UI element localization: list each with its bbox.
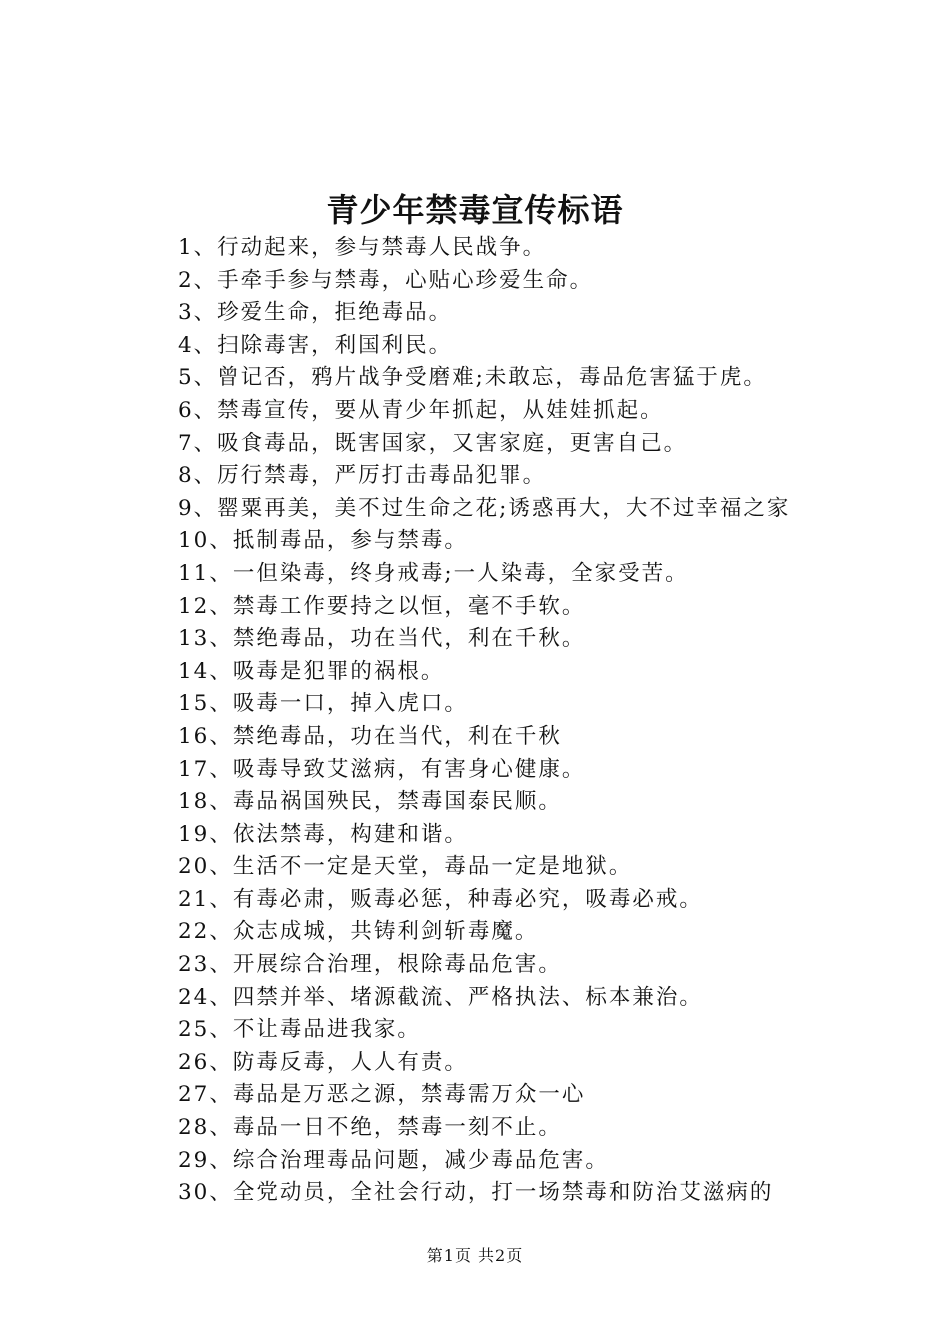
slogan-item: 8、厉行禁毒，严厉打击毒品犯罪。 — [178, 463, 547, 489]
slogan-item: 5、曾记否，鸦片战争受磨难;未敢忘，毒品危害猛于虎。 — [178, 365, 767, 391]
slogan-item: 24、四禁并举、堵源截流、严格执法、标本兼治。 — [178, 984, 703, 1010]
slogan-item: 9、罂粟再美，美不过生命之花;诱惑再大，大不过幸福之家 — [178, 495, 791, 521]
slogan-item: 28、毒品一日不绝，禁毒一刻不止。 — [178, 1115, 562, 1141]
slogan-item: 26、防毒反毒，人人有责。 — [178, 1049, 468, 1075]
slogan-item: 23、开展综合治理，根除毒品危害。 — [178, 952, 562, 978]
document-title: 青少年禁毒宣传标语 — [326, 191, 624, 229]
slogan-item: 18、毒品祸国殃民，禁毒国泰民顺。 — [178, 789, 562, 815]
slogan-item: 17、吸毒导致艾滋病，有害身心健康。 — [178, 756, 586, 782]
slogan-item: 6、禁毒宣传，要从青少年抓起，从娃娃抓起。 — [178, 397, 664, 423]
slogan-item: 10、抵制毒品，参与禁毒。 — [178, 528, 468, 554]
slogan-item: 7、吸食毒品，既害国家，又害家庭，更害自己。 — [178, 430, 688, 456]
slogan-item: 3、珍爱生命，拒绝毒品。 — [178, 300, 453, 326]
slogan-item: 4、扫除毒害，利国利民。 — [178, 332, 453, 358]
slogan-item: 20、生活不一定是天堂，毒品一定是地狱。 — [178, 854, 633, 880]
slogan-item: 14、吸毒是犯罪的祸根。 — [178, 658, 445, 684]
slogan-item: 25、不让毒品进我家。 — [178, 1017, 421, 1043]
slogan-list — [128, 232, 838, 1210]
slogan-item: 22、众志成城，共铸利剑斩毒魔。 — [178, 919, 539, 945]
slogan-item: 15、吸毒一口，掉入虎口。 — [178, 691, 468, 717]
slogan-item: 27、毒品是万恶之源，禁毒需万众一心 — [178, 1082, 586, 1108]
slogan-item: 1、行动起来，参与禁毒人民战争。 — [178, 235, 547, 260]
slogan-item: 2、手牵手参与禁毒，心贴心珍爱生命。 — [178, 267, 594, 293]
slogan-item: 29、综合治理毒品问题，减少毒品危害。 — [178, 1147, 609, 1173]
slogan-item: 12、禁毒工作要持之以恒，毫不手软。 — [178, 593, 586, 619]
page-number-footer: 第1页 共2页 — [426, 1246, 524, 1265]
slogan-item: 16、禁绝毒品，功在当代，利在千秋 — [178, 723, 562, 749]
slogan-item: 13、禁绝毒品，功在当代，利在千秋。 — [178, 626, 586, 652]
slogan-item: 11、一但染毒，终身戒毒;一人染毒，全家受苦。 — [178, 560, 689, 586]
slogan-item: 19、依法禁毒，构建和谐。 — [178, 821, 468, 847]
slogan-item: 21、有毒必肃，贩毒必惩，种毒必究，吸毒必戒。 — [178, 886, 703, 912]
slogan-item: 30、全党动员，全社会行动，打一场禁毒和防治艾滋病的 — [178, 1180, 774, 1206]
